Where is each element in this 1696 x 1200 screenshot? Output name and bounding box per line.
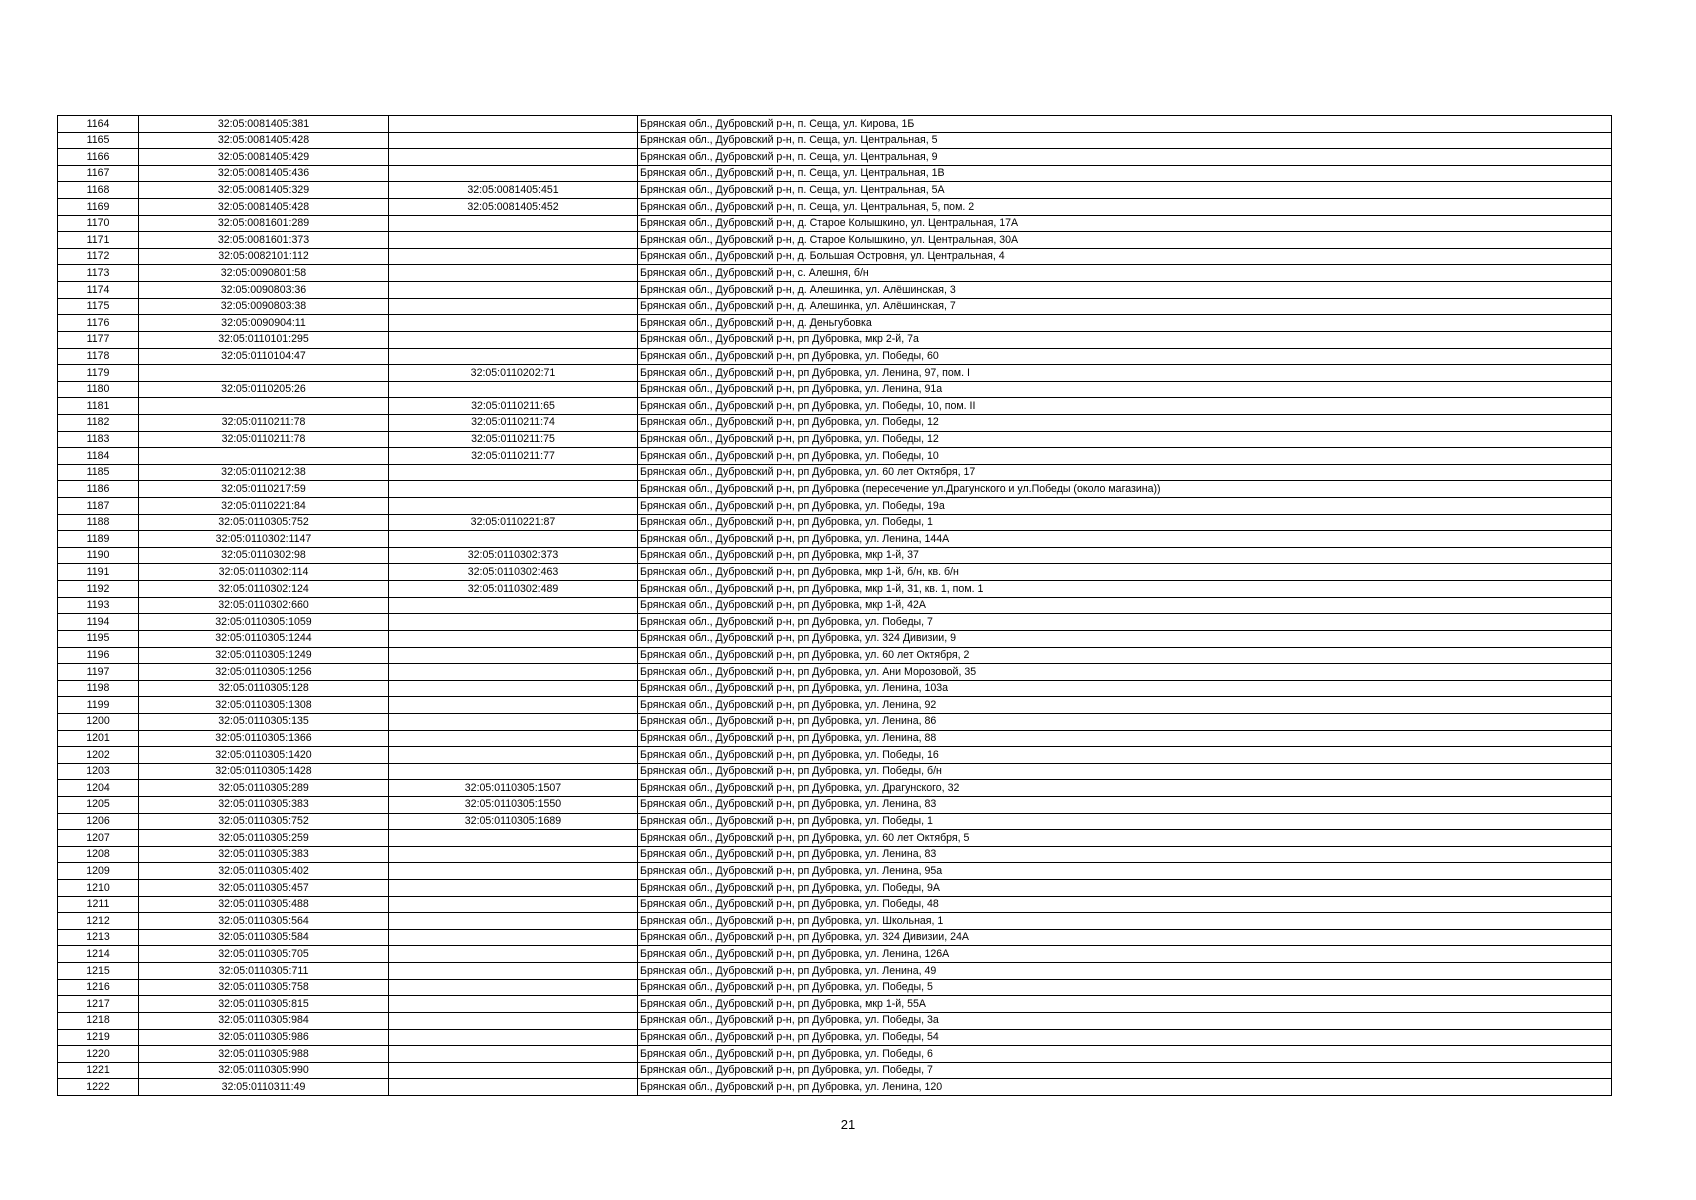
table-row (58, 398, 1612, 415)
table-row (58, 215, 1612, 232)
row-number-cell: 1178 (58, 348, 139, 365)
table-row (58, 564, 1612, 581)
address-cell: Брянская обл., Дубровский р-н, д. Алешинка, ул. Алёшинская, 3 (638, 282, 1612, 299)
row-number-cell: 1205 (58, 796, 139, 813)
cadastral-number-cell: 32:05:0081405:436 (139, 165, 389, 182)
table-row (58, 713, 1612, 730)
address-cell: Брянская обл., Дубровский р-н, рп Дубровка, ул. Победы, 60 (638, 348, 1612, 365)
address-cell: Брянская обл., Дубровский р-н, рп Дубровка, ул. 60 лет Октября, 2 (638, 647, 1612, 664)
related-cadastral-number-cell (389, 315, 638, 332)
cadastral-number-cell: 32:05:0110305:1428 (139, 763, 389, 780)
address-cell: Брянская обл., Дубровский р-н, рп Дубровка, ул. Ленина, 126А (638, 946, 1612, 963)
row-number-cell: 1186 (58, 481, 139, 498)
cadastral-number-cell: 32:05:0110305:1244 (139, 630, 389, 647)
related-cadastral-number-cell: 32:05:0110305:1507 (389, 780, 638, 797)
address-cell: Брянская обл., Дубровский р-н, рп Дубровка, ул. Ленина, 95а (638, 863, 1612, 880)
related-cadastral-number-cell (389, 730, 638, 747)
row-number-cell: 1164 (58, 116, 139, 133)
row-number-cell: 1219 (58, 1029, 139, 1046)
cadastral-number-cell: 32:05:0110305:135 (139, 713, 389, 730)
related-cadastral-number-cell (389, 481, 638, 498)
table-row (58, 846, 1612, 863)
address-cell: Брянская обл., Дубровский р-н, рп Дубровка, ул. Победы, 16 (638, 747, 1612, 764)
cadastral-number-cell: 32:05:0110305:457 (139, 880, 389, 897)
row-number-cell: 1201 (58, 730, 139, 747)
related-cadastral-number-cell (389, 597, 638, 614)
table-row (58, 929, 1612, 946)
cadastral-number-cell: 32:05:0081405:428 (139, 199, 389, 216)
row-number-cell: 1189 (58, 531, 139, 548)
table-row (58, 282, 1612, 299)
table-row (58, 581, 1612, 598)
table-row (58, 464, 1612, 481)
related-cadastral-number-cell (389, 614, 638, 631)
address-cell: Брянская обл., Дубровский р-н, рп Дубровка, ул. Школьная, 1 (638, 913, 1612, 930)
related-cadastral-number-cell (389, 531, 638, 548)
cadastral-number-cell: 32:05:0110305:402 (139, 863, 389, 880)
related-cadastral-number-cell (389, 996, 638, 1013)
table-row (58, 747, 1612, 764)
related-cadastral-number-cell (389, 880, 638, 897)
row-number-cell: 1199 (58, 697, 139, 714)
row-number-cell: 1165 (58, 132, 139, 149)
table-row (58, 813, 1612, 830)
table-row (58, 913, 1612, 930)
related-cadastral-number-cell (389, 680, 638, 697)
table-row (58, 1062, 1612, 1079)
cadastral-number-cell: 32:05:0110305:1366 (139, 730, 389, 747)
related-cadastral-number-cell (389, 215, 638, 232)
row-number-cell: 1202 (58, 747, 139, 764)
table-row (58, 498, 1612, 515)
address-cell: Брянская обл., Дубровский р-н, д. Алешинка, ул. Алёшинская, 7 (638, 298, 1612, 315)
cadastral-number-cell: 32:05:0110302:98 (139, 547, 389, 564)
cadastral-number-cell: 32:05:0090803:36 (139, 282, 389, 299)
table-row (58, 1012, 1612, 1029)
row-number-cell: 1215 (58, 963, 139, 980)
row-number-cell: 1181 (58, 398, 139, 415)
address-cell: Брянская обл., Дубровский р-н, рп Дубровка, мкр 1-й, б/н, кв. б/н (638, 564, 1612, 581)
related-cadastral-number-cell (389, 248, 638, 265)
cadastral-number-cell: 32:05:0090801:58 (139, 265, 389, 282)
row-number-cell: 1212 (58, 913, 139, 930)
cadastral-number-cell: 32:05:0110302:124 (139, 581, 389, 598)
cadastral-number-cell: 32:05:0110305:1256 (139, 664, 389, 681)
related-cadastral-number-cell (389, 896, 638, 913)
row-number-cell: 1192 (58, 581, 139, 598)
table-row (58, 664, 1612, 681)
row-number-cell: 1194 (58, 614, 139, 631)
related-cadastral-number-cell: 32:05:0110305:1689 (389, 813, 638, 830)
cadastral-number-cell: 32:05:0110305:1420 (139, 747, 389, 764)
row-number-cell: 1177 (58, 331, 139, 348)
related-cadastral-number-cell (389, 1029, 638, 1046)
cadastral-number-cell: 32:05:0110211:78 (139, 431, 389, 448)
address-cell: Брянская обл., Дубровский р-н, п. Сеща, ул. Центральная, 1В (638, 165, 1612, 182)
cadastral-number-cell: 32:05:0110305:289 (139, 780, 389, 797)
row-number-cell: 1206 (58, 813, 139, 830)
table-row (58, 531, 1612, 548)
address-cell: Брянская обл., Дубровский р-н, рп Дубровка, ул. Победы, 9А (638, 880, 1612, 897)
table-row (58, 780, 1612, 797)
table-row (58, 1079, 1612, 1096)
address-cell: Брянская обл., Дубровский р-н, рп Дубровка, ул. Ленина, 88 (638, 730, 1612, 747)
row-number-cell: 1175 (58, 298, 139, 315)
cadastral-number-cell: 32:05:0110305:984 (139, 1012, 389, 1029)
address-cell: Брянская обл., Дубровский р-н, рп Дубровка, ул. Ленина, 49 (638, 963, 1612, 980)
cadastral-number-cell: 32:05:0110205:26 (139, 381, 389, 398)
address-cell: Брянская обл., Дубровский р-н, рп Дубровка, ул. Ленина, 91а (638, 381, 1612, 398)
row-number-cell: 1204 (58, 780, 139, 797)
row-number-cell: 1184 (58, 448, 139, 465)
address-cell: Брянская обл., Дубровский р-н, рп Дубровка, ул. Ленина, 103а (638, 680, 1612, 697)
cadastral-number-cell: 32:05:0110221:84 (139, 498, 389, 515)
table-row (58, 265, 1612, 282)
address-cell: Брянская обл., Дубровский р-н, рп Дубровка, ул. Победы, 12 (638, 431, 1612, 448)
cadastral-number-cell: 32:05:0110311:49 (139, 1079, 389, 1096)
address-cell: Брянская обл., Дубровский р-н, рп Дубровка, ул. Победы, 7 (638, 614, 1612, 631)
cadastral-number-cell: 32:05:0110305:752 (139, 813, 389, 830)
address-cell: Брянская обл., Дубровский р-н, рп Дубровка, ул. Победы, 1 (638, 813, 1612, 830)
row-number-cell: 1169 (58, 199, 139, 216)
address-cell: Брянская обл., Дубровский р-н, рп Дубровка, ул. Победы, б/н (638, 763, 1612, 780)
row-number-cell: 1195 (58, 630, 139, 647)
cadastral-number-cell: 32:05:0110212:38 (139, 464, 389, 481)
cadastral-number-cell: 32:05:0110305:383 (139, 796, 389, 813)
cadastral-number-cell: 32:05:0081405:428 (139, 132, 389, 149)
row-number-cell: 1221 (58, 1062, 139, 1079)
table-row (58, 248, 1612, 265)
table-row (58, 414, 1612, 431)
address-cell: Брянская обл., Дубровский р-н, д. Старое Колышкино, ул. Центральная, 30А (638, 232, 1612, 249)
address-cell: Брянская обл., Дубровский р-н, рп Дубровка, ул. Победы, 5 (638, 979, 1612, 996)
row-number-cell: 1170 (58, 215, 139, 232)
address-cell: Брянская обл., Дубровский р-н, рп Дубровка, ул. Победы, 10, пом. II (638, 398, 1612, 415)
related-cadastral-number-cell: 32:05:0110211:75 (389, 431, 638, 448)
cadastral-number-cell: 32:05:0081601:373 (139, 232, 389, 249)
address-cell: Брянская обл., Дубровский р-н, рп Дубровка, ул. 60 лет Октября, 5 (638, 830, 1612, 847)
address-cell: Брянская обл., Дубровский р-н, рп Дубровка, мкр 1-й, 55А (638, 996, 1612, 1013)
table-row (58, 830, 1612, 847)
table-row (58, 996, 1612, 1013)
row-number-cell: 1167 (58, 165, 139, 182)
cadastral-number-cell: 32:05:0081601:289 (139, 215, 389, 232)
table-row (58, 431, 1612, 448)
related-cadastral-number-cell (389, 498, 638, 515)
row-number-cell: 1197 (58, 664, 139, 681)
cadastral-number-cell: 32:05:0110305:986 (139, 1029, 389, 1046)
related-cadastral-number-cell (389, 747, 638, 764)
address-cell: Брянская обл., Дубровский р-н, д. Деньгубовка (638, 315, 1612, 332)
table-row (58, 647, 1612, 664)
address-cell: Брянская обл., Дубровский р-н, п. Сеща, ул. Центральная, 5, пом. 2 (638, 199, 1612, 216)
row-number-cell: 1183 (58, 431, 139, 448)
address-cell: Брянская обл., Дубровский р-н, рп Дубровка, ул. Ленина, 120 (638, 1079, 1612, 1096)
table-row (58, 331, 1612, 348)
address-cell: Брянская обл., Дубровский р-н, рп Дубровка, ул. Ленина, 86 (638, 713, 1612, 730)
row-number-cell: 1187 (58, 498, 139, 515)
related-cadastral-number-cell (389, 863, 638, 880)
related-cadastral-number-cell (389, 149, 638, 166)
address-cell: Брянская обл., Дубровский р-н, рп Дубровка, ул. Победы, 48 (638, 896, 1612, 913)
related-cadastral-number-cell (389, 697, 638, 714)
row-number-cell: 1216 (58, 979, 139, 996)
page-number: 21 (840, 1117, 856, 1132)
table-row (58, 116, 1612, 133)
row-number-cell: 1180 (58, 381, 139, 398)
cadastral-number-cell: 32:05:0110305:758 (139, 979, 389, 996)
row-number-cell: 1193 (58, 597, 139, 614)
address-cell: Брянская обл., Дубровский р-н, рп Дубровка, ул. Ленина, 144А (638, 531, 1612, 548)
address-cell: Брянская обл., Дубровский р-н, рп Дубровка, ул. Победы, 1 (638, 514, 1612, 531)
row-number-cell: 1191 (58, 564, 139, 581)
row-number-cell: 1171 (58, 232, 139, 249)
related-cadastral-number-cell (389, 630, 638, 647)
related-cadastral-number-cell: 32:05:0081405:452 (389, 199, 638, 216)
cadastral-number-cell: 32:05:0110104:47 (139, 348, 389, 365)
address-cell: Брянская обл., Дубровский р-н, рп Дубровка, ул. Победы, 19а (638, 498, 1612, 515)
related-cadastral-number-cell (389, 846, 638, 863)
cadastral-number-cell: 32:05:0110305:488 (139, 896, 389, 913)
related-cadastral-number-cell: 32:05:0110302:373 (389, 547, 638, 564)
row-number-cell: 1214 (58, 946, 139, 963)
table-row (58, 946, 1612, 963)
row-number-cell: 1188 (58, 514, 139, 531)
row-number-cell: 1166 (58, 149, 139, 166)
address-cell: Брянская обл., Дубровский р-н, рп Дубровка, ул. Ленина, 83 (638, 796, 1612, 813)
related-cadastral-number-cell (389, 913, 638, 930)
cadastral-number-cell: 32:05:0081405:329 (139, 182, 389, 199)
table-row (58, 796, 1612, 813)
related-cadastral-number-cell: 32:05:0110211:65 (389, 398, 638, 415)
cadastral-number-cell: 32:05:0110217:59 (139, 481, 389, 498)
related-cadastral-number-cell (389, 979, 638, 996)
cadastral-number-cell: 32:05:0110302:114 (139, 564, 389, 581)
row-number-cell: 1210 (58, 880, 139, 897)
cadastral-number-cell: 32:05:0110305:383 (139, 846, 389, 863)
related-cadastral-number-cell: 32:05:0110305:1550 (389, 796, 638, 813)
row-number-cell: 1168 (58, 182, 139, 199)
address-cell: Брянская обл., Дубровский р-н, рп Дубровка, ул. Победы, 7 (638, 1062, 1612, 1079)
row-number-cell: 1207 (58, 830, 139, 847)
table-row (58, 448, 1612, 465)
related-cadastral-number-cell (389, 116, 638, 133)
cadastral-number-cell: 32:05:0110305:584 (139, 929, 389, 946)
related-cadastral-number-cell (389, 1079, 638, 1096)
related-cadastral-number-cell: 32:05:0110211:74 (389, 414, 638, 431)
address-cell: Брянская обл., Дубровский р-н, с. Алешня, б/н (638, 265, 1612, 282)
cadastral-number-cell: 32:05:0110305:815 (139, 996, 389, 1013)
table-row (58, 614, 1612, 631)
row-number-cell: 1208 (58, 846, 139, 863)
address-cell: Брянская обл., Дубровский р-н, рп Дубровка, ул. Ленина, 83 (638, 846, 1612, 863)
related-cadastral-number-cell (389, 963, 638, 980)
related-cadastral-number-cell: 32:05:0081405:451 (389, 182, 638, 199)
row-number-cell: 1190 (58, 547, 139, 564)
cadastral-number-cell: 32:05:0081405:381 (139, 116, 389, 133)
address-cell: Брянская обл., Дубровский р-н, д. Старое Колышкино, ул. Центральная, 17А (638, 215, 1612, 232)
table-row (58, 199, 1612, 216)
related-cadastral-number-cell: 32:05:0110211:77 (389, 448, 638, 465)
related-cadastral-number-cell (389, 1046, 638, 1063)
row-number-cell: 1203 (58, 763, 139, 780)
cadastral-number-cell: 32:05:0110101:295 (139, 331, 389, 348)
table-row (58, 547, 1612, 564)
related-cadastral-number-cell (389, 165, 638, 182)
row-number-cell: 1220 (58, 1046, 139, 1063)
address-cell: Брянская обл., Дубровский р-н, рп Дубровка, ул. Победы, 54 (638, 1029, 1612, 1046)
address-cell: Брянская обл., Дубровский р-н, рп Дубровка, ул. Ани Морозовой, 35 (638, 664, 1612, 681)
address-cell: Брянская обл., Дубровский р-н, рп Дубровка, ул. Победы, 6 (638, 1046, 1612, 1063)
table-row (58, 863, 1612, 880)
table-row (58, 597, 1612, 614)
row-number-cell: 1185 (58, 464, 139, 481)
row-number-cell: 1198 (58, 680, 139, 697)
related-cadastral-number-cell (389, 381, 638, 398)
table-row (58, 896, 1612, 913)
address-cell: Брянская обл., Дубровский р-н, рп Дубровка, мкр 1-й, 37 (638, 547, 1612, 564)
address-cell: Брянская обл., Дубровский р-н, рп Дубровка, ул. Победы, 12 (638, 414, 1612, 431)
table-row (58, 182, 1612, 199)
row-number-cell: 1179 (58, 365, 139, 382)
row-number-cell: 1218 (58, 1012, 139, 1029)
address-cell: Брянская обл., Дубровский р-н, рп Дубровка, ул. 60 лет Октября, 17 (638, 464, 1612, 481)
table-row (58, 1029, 1612, 1046)
address-cell: Брянская обл., Дубровский р-н, п. Сеща, ул. Центральная, 5А (638, 182, 1612, 199)
address-cell: Брянская обл., Дубровский р-н, рп Дубровка (пересечение ул.Драгунского и ул.Победы (около магазина)) (638, 481, 1612, 498)
address-cell: Брянская обл., Дубровский р-н, п. Сеща, ул. Центральная, 9 (638, 149, 1612, 166)
related-cadastral-number-cell: 32:05:0110221:87 (389, 514, 638, 531)
row-number-cell: 1211 (58, 896, 139, 913)
related-cadastral-number-cell (389, 946, 638, 963)
cadastral-number-cell (139, 448, 389, 465)
address-cell: Брянская обл., Дубровский р-н, рп Дубровка, ул. Ленина, 92 (638, 697, 1612, 714)
cadastral-number-cell: 32:05:0110305:988 (139, 1046, 389, 1063)
table-row (58, 298, 1612, 315)
address-cell: Брянская обл., Дубровский р-н, п. Сеща, ул. Кирова, 1Б (638, 116, 1612, 133)
table-row (58, 730, 1612, 747)
related-cadastral-number-cell: 32:05:0110302:489 (389, 581, 638, 598)
related-cadastral-number-cell (389, 232, 638, 249)
address-cell: Брянская обл., Дубровский р-н, рп Дубровка, ул. 324 Дивизии, 24А (638, 929, 1612, 946)
table-row (58, 481, 1612, 498)
address-cell: Брянская обл., Дубровский р-н, п. Сеща, ул. Центральная, 5 (638, 132, 1612, 149)
registry-table-body (58, 116, 1612, 1096)
row-number-cell: 1217 (58, 996, 139, 1013)
row-number-cell: 1213 (58, 929, 139, 946)
address-cell: Брянская обл., Дубровский р-н, рп Дубровка, ул. Драгунского, 32 (638, 780, 1612, 797)
cadastral-number-cell: 32:05:0110305:990 (139, 1062, 389, 1079)
cadastral-number-cell: 32:05:0110305:1059 (139, 614, 389, 631)
cadastral-number-cell: 32:05:0110305:128 (139, 680, 389, 697)
registry-table (57, 115, 1612, 1096)
cadastral-number-cell: 32:05:0090904:11 (139, 315, 389, 332)
related-cadastral-number-cell: 32:05:0110202:71 (389, 365, 638, 382)
related-cadastral-number-cell (389, 763, 638, 780)
address-cell: Брянская обл., Дубровский р-н, рп Дубровка, ул. 324 Дивизии, 9 (638, 630, 1612, 647)
related-cadastral-number-cell (389, 298, 638, 315)
related-cadastral-number-cell (389, 132, 638, 149)
address-cell: Брянская обл., Дубровский р-н, д. Большая Островня, ул. Центральная, 4 (638, 248, 1612, 265)
table-row (58, 963, 1612, 980)
address-cell: Брянская обл., Дубровский р-н, рп Дубровка, мкр 2-й, 7а (638, 331, 1612, 348)
address-cell: Брянская обл., Дубровский р-н, рп Дубровка, ул. Победы, 10 (638, 448, 1612, 465)
cadastral-number-cell: 32:05:0110305:705 (139, 946, 389, 963)
cadastral-number-cell: 32:05:0081405:429 (139, 149, 389, 166)
address-cell: Брянская обл., Дубровский р-н, рп Дубровка, ул. Победы, 3а (638, 1012, 1612, 1029)
table-row (58, 132, 1612, 149)
cadastral-number-cell: 32:05:0110305:752 (139, 514, 389, 531)
row-number-cell: 1222 (58, 1079, 139, 1096)
row-number-cell: 1196 (58, 647, 139, 664)
related-cadastral-number-cell (389, 348, 638, 365)
related-cadastral-number-cell (389, 1062, 638, 1079)
related-cadastral-number-cell (389, 929, 638, 946)
related-cadastral-number-cell (389, 830, 638, 847)
related-cadastral-number-cell (389, 331, 638, 348)
address-cell: Брянская обл., Дубровский р-н, рп Дубровка, ул. Ленина, 97, пом. I (638, 365, 1612, 382)
table-row (58, 514, 1612, 531)
cadastral-number-cell: 32:05:0110305:711 (139, 963, 389, 980)
row-number-cell: 1176 (58, 315, 139, 332)
row-number-cell: 1173 (58, 265, 139, 282)
row-number-cell: 1209 (58, 863, 139, 880)
related-cadastral-number-cell (389, 1012, 638, 1029)
cadastral-number-cell: 32:05:0082101:112 (139, 248, 389, 265)
table-row (58, 165, 1612, 182)
table-row (58, 315, 1612, 332)
table-row (58, 880, 1612, 897)
table-row (58, 630, 1612, 647)
cadastral-number-cell: 32:05:0110305:259 (139, 830, 389, 847)
related-cadastral-number-cell (389, 647, 638, 664)
address-cell: Брянская обл., Дубровский р-н, рп Дубровка, мкр 1-й, 31, кв. 1, пом. 1 (638, 581, 1612, 598)
cadastral-number-cell (139, 365, 389, 382)
table-row (58, 149, 1612, 166)
row-number-cell: 1200 (58, 713, 139, 730)
row-number-cell: 1174 (58, 282, 139, 299)
cadastral-number-cell (139, 398, 389, 415)
related-cadastral-number-cell (389, 464, 638, 481)
related-cadastral-number-cell (389, 664, 638, 681)
table-row (58, 979, 1612, 996)
cadastral-number-cell: 32:05:0110302:1147 (139, 531, 389, 548)
table-row (58, 348, 1612, 365)
related-cadastral-number-cell (389, 282, 638, 299)
related-cadastral-number-cell (389, 265, 638, 282)
address-cell: Брянская обл., Дубровский р-н, рп Дубровка, мкр 1-й, 42А (638, 597, 1612, 614)
cadastral-number-cell: 32:05:0110305:1308 (139, 697, 389, 714)
table-row (58, 763, 1612, 780)
table-row (58, 381, 1612, 398)
cadastral-number-cell: 32:05:0110305:564 (139, 913, 389, 930)
cadastral-number-cell: 32:05:0090803:38 (139, 298, 389, 315)
related-cadastral-number-cell: 32:05:0110302:463 (389, 564, 638, 581)
table-row (58, 697, 1612, 714)
row-number-cell: 1182 (58, 414, 139, 431)
related-cadastral-number-cell (389, 713, 638, 730)
cadastral-number-cell: 32:05:0110302:660 (139, 597, 389, 614)
table-row (58, 680, 1612, 697)
cadastral-number-cell: 32:05:0110305:1249 (139, 647, 389, 664)
table-row (58, 365, 1612, 382)
table-row (58, 1046, 1612, 1063)
table-row (58, 232, 1612, 249)
row-number-cell: 1172 (58, 248, 139, 265)
cadastral-number-cell: 32:05:0110211:78 (139, 414, 389, 431)
